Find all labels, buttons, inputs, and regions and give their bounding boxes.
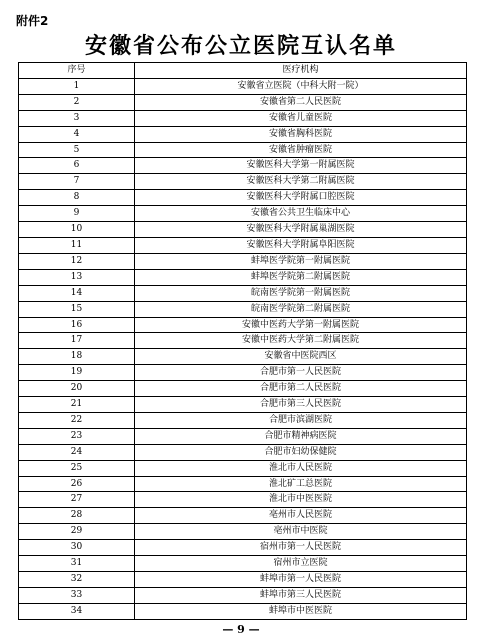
serial-number-cell: 26 bbox=[19, 476, 135, 492]
serial-number-cell: 18 bbox=[19, 349, 135, 365]
table-row bbox=[19, 603, 467, 619]
institution-cell: 合肥市第三人民医院 bbox=[135, 397, 467, 413]
table-row bbox=[19, 540, 467, 556]
institution-cell: 蚌埠市第三人民医院 bbox=[135, 587, 467, 603]
institution-cell: 安徽省儿童医院 bbox=[135, 110, 467, 126]
serial-number-cell: 4 bbox=[19, 126, 135, 142]
table-row bbox=[19, 508, 467, 524]
table-row bbox=[19, 556, 467, 572]
hospital-table bbox=[18, 62, 467, 620]
serial-number-cell: 3 bbox=[19, 110, 135, 126]
serial-number-cell: 33 bbox=[19, 587, 135, 603]
institution-cell: 淮北市人民医院 bbox=[135, 460, 467, 476]
institution-cell: 蚌埠市中医医院 bbox=[135, 603, 467, 619]
serial-number-cell: 34 bbox=[19, 603, 135, 619]
table-row bbox=[19, 174, 467, 190]
serial-number-cell: 28 bbox=[19, 508, 135, 524]
institution-cell: 合肥市第二人民医院 bbox=[135, 381, 467, 397]
table-row bbox=[19, 253, 467, 269]
institution-cell: 皖南医学院第一附属医院 bbox=[135, 285, 467, 301]
serial-number-cell: 19 bbox=[19, 365, 135, 381]
serial-number-cell: 23 bbox=[19, 428, 135, 444]
table-row bbox=[19, 206, 467, 222]
table-body bbox=[19, 78, 467, 619]
serial-number-cell: 30 bbox=[19, 540, 135, 556]
table-row bbox=[19, 301, 467, 317]
table-row bbox=[19, 476, 467, 492]
table-row bbox=[19, 78, 467, 94]
institution-cell: 安徽中医药大学第二附属医院 bbox=[135, 333, 467, 349]
serial-number-cell: 31 bbox=[19, 556, 135, 572]
serial-number-cell: 29 bbox=[19, 524, 135, 540]
institution-cell: 蚌埠医学院第一附属医院 bbox=[135, 253, 467, 269]
table-row bbox=[19, 110, 467, 126]
serial-number-cell: 1 bbox=[19, 78, 135, 94]
serial-number-cell: 14 bbox=[19, 285, 135, 301]
institution-cell: 安徽省肿瘤医院 bbox=[135, 142, 467, 158]
serial-number-cell: 7 bbox=[19, 174, 135, 190]
institution-cell: 安徽省立医院（中科大附一院） bbox=[135, 78, 467, 94]
serial-number-cell: 25 bbox=[19, 460, 135, 476]
institution-cell: 合肥市滨湖医院 bbox=[135, 412, 467, 428]
table-row bbox=[19, 412, 467, 428]
serial-number-cell: 15 bbox=[19, 301, 135, 317]
table-row bbox=[19, 269, 467, 285]
table-row bbox=[19, 237, 467, 253]
institution-cell: 安徽省中医院西区 bbox=[135, 349, 467, 365]
institution-cell: 蚌埠市第一人民医院 bbox=[135, 572, 467, 588]
serial-number-cell: 22 bbox=[19, 412, 135, 428]
serial-number-cell: 27 bbox=[19, 492, 135, 508]
attachment-label: 附件2 bbox=[16, 14, 49, 28]
table-row bbox=[19, 444, 467, 460]
serial-number-cell: 11 bbox=[19, 237, 135, 253]
institution-cell: 宿州市第一人民医院 bbox=[135, 540, 467, 556]
institution-cell: 亳州市人民医院 bbox=[135, 508, 467, 524]
table-row bbox=[19, 365, 467, 381]
serial-number-cell: 2 bbox=[19, 94, 135, 110]
table-row bbox=[19, 142, 467, 158]
serial-number-cell: 24 bbox=[19, 444, 135, 460]
table-row bbox=[19, 333, 467, 349]
table-row bbox=[19, 397, 467, 413]
table-row bbox=[19, 349, 467, 365]
institution-cell: 安徽中医药大学第一附属医院 bbox=[135, 317, 467, 333]
serial-number-cell: 20 bbox=[19, 381, 135, 397]
institution-cell: 安徽医科大学附属阜阳医院 bbox=[135, 237, 467, 253]
serial-number-cell: 6 bbox=[19, 158, 135, 174]
institution-cell: 淮北市中医医院 bbox=[135, 492, 467, 508]
institution-cell: 安徽省胸科医院 bbox=[135, 126, 467, 142]
institution-cell: 宿州市立医院 bbox=[135, 556, 467, 572]
table-row bbox=[19, 94, 467, 110]
page-number: — 9 — bbox=[222, 623, 260, 636]
institution-cell: 合肥市精神病医院 bbox=[135, 428, 467, 444]
institution-cell: 合肥市妇幼保健院 bbox=[135, 444, 467, 460]
institution-cell: 皖南医学院第二附属医院 bbox=[135, 301, 467, 317]
institution-cell: 安徽医科大学第一附属医院 bbox=[135, 158, 467, 174]
table-row bbox=[19, 587, 467, 603]
table-row bbox=[19, 190, 467, 206]
serial-number-cell: 17 bbox=[19, 333, 135, 349]
serial-number-cell: 21 bbox=[19, 397, 135, 413]
institution-cell: 亳州市中医院 bbox=[135, 524, 467, 540]
serial-number-cell: 8 bbox=[19, 190, 135, 206]
institution-cell: 蚌埠医学院第二附属医院 bbox=[135, 269, 467, 285]
table-row bbox=[19, 317, 467, 333]
table-row bbox=[19, 524, 467, 540]
table-row bbox=[19, 460, 467, 476]
serial-number-cell: 16 bbox=[19, 317, 135, 333]
header-institution: 医疗机构 bbox=[135, 63, 467, 79]
table-row bbox=[19, 285, 467, 301]
serial-number-cell: 5 bbox=[19, 142, 135, 158]
institution-cell: 安徽省第二人民医院 bbox=[135, 94, 467, 110]
institution-cell: 合肥市第一人民医院 bbox=[135, 365, 467, 381]
serial-number-cell: 10 bbox=[19, 222, 135, 238]
institution-cell: 安徽医科大学附属巢湖医院 bbox=[135, 222, 467, 238]
institution-cell: 淮北矿工总医院 bbox=[135, 476, 467, 492]
page-title: 安徽省公布公立医院互认名单 bbox=[84, 33, 397, 59]
serial-number-cell: 13 bbox=[19, 269, 135, 285]
table-row bbox=[19, 572, 467, 588]
table-row bbox=[19, 222, 467, 238]
serial-number-cell: 12 bbox=[19, 253, 135, 269]
table-header-row bbox=[19, 63, 467, 79]
table-row bbox=[19, 158, 467, 174]
institution-cell: 安徽医科大学第二附属医院 bbox=[135, 174, 467, 190]
institution-cell: 安徽省公共卫生临床中心 bbox=[135, 206, 467, 222]
table-row bbox=[19, 492, 467, 508]
header-serial-number: 序号 bbox=[19, 63, 135, 79]
table-row bbox=[19, 428, 467, 444]
serial-number-cell: 9 bbox=[19, 206, 135, 222]
table-row bbox=[19, 126, 467, 142]
serial-number-cell: 32 bbox=[19, 572, 135, 588]
institution-cell: 安徽医科大学附属口腔医院 bbox=[135, 190, 467, 206]
table-row bbox=[19, 381, 467, 397]
